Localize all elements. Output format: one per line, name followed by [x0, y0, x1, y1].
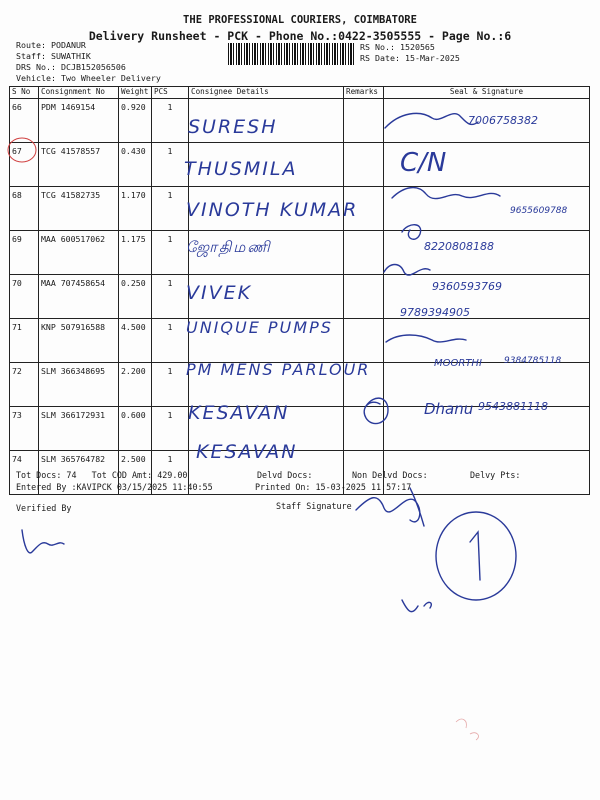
- cell-pcs: 1: [152, 143, 189, 187]
- runsheet-title: Delivery Runsheet - PCK - Phone No.:0422-3505555 - Page No.:6: [88, 29, 512, 43]
- cell-consignment: MAA 707458654: [39, 275, 119, 319]
- cell-weight: 0.600: [119, 407, 152, 451]
- hw-name-7: PM MENS PARLOUR: [186, 360, 371, 379]
- col-weight: Weight: [119, 87, 152, 99]
- delvd-docs: Delvd Docs:: [257, 470, 313, 480]
- red-circle-67: [8, 138, 36, 162]
- hw-name-6: UNIQUE PUMPS: [186, 318, 333, 337]
- cell-pcs: 1: [152, 275, 189, 319]
- cell-consignment: PDM 1469154: [39, 99, 119, 143]
- cell-weight: 0.920: [119, 99, 152, 143]
- hw-name-2: THUSMILA: [184, 158, 298, 180]
- col-signature: Seal & Signature: [384, 87, 590, 99]
- cell-consignment: TCG 41582735: [39, 187, 119, 231]
- cell-pcs: 1: [152, 451, 189, 495]
- staff: Staff: SUWATHIK: [16, 51, 91, 61]
- cell-pcs: 1: [152, 363, 189, 407]
- cell-pcs: 1: [152, 187, 189, 231]
- cell-pcs: 1: [152, 319, 189, 363]
- hw-phone-7: 9543881118: [478, 400, 548, 413]
- hw-phone-4: 9360593769: [432, 280, 502, 293]
- rs-no: RS No.: 1520565: [360, 42, 435, 52]
- staff-signature: Staff Signature: [276, 501, 352, 511]
- cell-consignment: SLM 365764782: [39, 451, 119, 495]
- cell-pcs: 1: [152, 407, 189, 451]
- company-title: THE PROFESSIONAL COURIERS, COIMBATORE: [183, 14, 417, 26]
- cell-sno: 66: [10, 99, 39, 143]
- col-pcs: PCS: [152, 87, 189, 99]
- cell-weight: 1.175: [119, 231, 152, 275]
- cell-weight: 2.200: [119, 363, 152, 407]
- hw-phone-6: 9384785118: [504, 356, 562, 366]
- cell-sno: 69: [10, 231, 39, 275]
- cell-sno: 72: [10, 363, 39, 407]
- non-delvd-docs: Non Delvd Docs:: [352, 470, 428, 480]
- cell-weight: 0.430: [119, 143, 152, 187]
- footer-line-1: [16, 470, 187, 480]
- cell-consignment: TCG 41578557: [39, 143, 119, 187]
- cell-weight: 2.500: [119, 451, 152, 495]
- tot-docs: Tot Docs: 74: [16, 470, 77, 480]
- cell-sno: 73: [10, 407, 39, 451]
- cell-weight: 0.250: [119, 275, 152, 319]
- cell-sno: 68: [10, 187, 39, 231]
- hw-sig-dhanu: Dhanu: [424, 400, 474, 418]
- col-remarks: Remarks: [344, 87, 384, 99]
- hw-name-5: VIVEK: [186, 282, 253, 304]
- vehicle: Vehicle: Two Wheeler Delivery: [16, 73, 161, 83]
- cell-weight: 4.500: [119, 319, 152, 363]
- col-consignee: Consignee Details: [189, 87, 344, 99]
- delvy-pts: Delvy Pts:: [470, 470, 521, 480]
- printed-on: Printed On: 15-03-2025 11:57:17: [255, 482, 412, 492]
- col-consignment: Consignment No: [39, 87, 119, 99]
- cell-pcs: 1: [152, 99, 189, 143]
- col-sno: S No: [10, 87, 39, 99]
- cell-sno: 71: [10, 319, 39, 363]
- cell-consignment: MAA 600517062: [39, 231, 119, 275]
- cell-consignment: KNP 507916588: [39, 319, 119, 363]
- drs-no: DRS No.: DCJB152056506: [16, 62, 126, 72]
- cell-sno: 70: [10, 275, 39, 319]
- rs-date: RS Date: 15-Mar-2025: [360, 53, 460, 63]
- cell-pcs: 1: [152, 231, 189, 275]
- cell-consignment: SLM 366348695: [39, 363, 119, 407]
- cell-sno: 74: [10, 451, 39, 495]
- verified-by: Verified By: [16, 503, 72, 513]
- route: Route: PODANUR: [16, 40, 86, 50]
- hw-phone-3: 8220808188: [424, 240, 494, 253]
- cell-consignment: SLM 366172931: [39, 407, 119, 451]
- hw-name-3: VINOTH KUMAR: [186, 199, 359, 221]
- cell-weight: 1.170: [119, 187, 152, 231]
- hw-sig-cn: C/N: [400, 148, 447, 178]
- hw-phone-1: 7006758382: [468, 114, 538, 127]
- hw-name-8: KESAVAN: [188, 402, 290, 424]
- hw-name-9: KESAVAN: [196, 441, 298, 463]
- hw-name-4: ஜோதிமணி: [186, 238, 272, 256]
- entered-by: Entered By :KAVIPCK 03/15/2025 11:40:55: [16, 482, 213, 492]
- cod-amt: Tot COD Amt: 429.00: [91, 470, 188, 480]
- hw-phone-5: 9789394905: [400, 306, 470, 319]
- cell-sno: 67: [10, 143, 39, 187]
- hw-phone-2: 9655609788: [510, 206, 568, 216]
- hw-name-1: SURESH: [188, 116, 278, 138]
- hw-sig-moorthi: MOORTHI: [434, 358, 482, 369]
